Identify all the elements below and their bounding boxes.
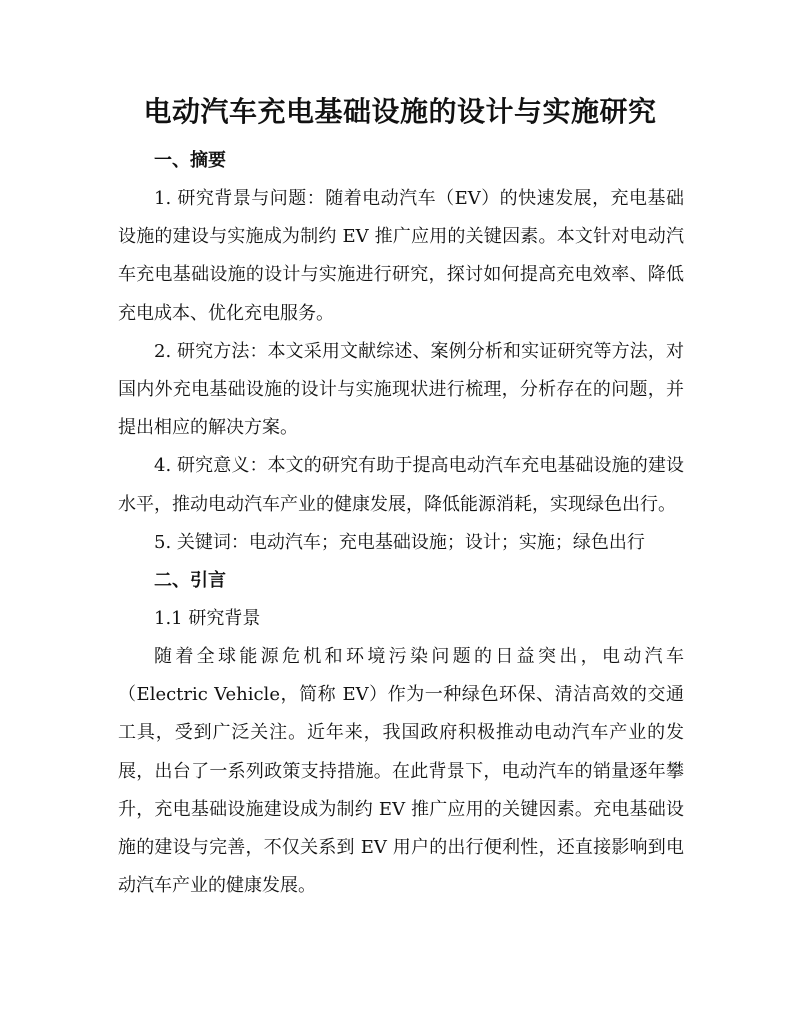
abstract-item-background: 1. 研究背景与问题：随着电动汽车（EV）的快速发展，充电基础设施的建设与实施成为制约 EV 推广应用的关键因素。本文针对电动汽车充电基础设施的设计与实施进行研究，探讨如何提高充电效率、降低充电成本、优化充电服务。 [118, 188, 684, 324]
abstract-item-significance: 4. 研究意义：本文的研究有助于提高电动汽车充电基础设施的建设水平，推动电动汽车产业的健康发展，降低能源消耗，实现绿色出行。 [118, 455, 684, 515]
document-body [118, 142, 684, 905]
intro-subheading: 1.1 研究背景 [154, 608, 261, 630]
abstract-item-method: 2. 研究方法：本文采用文献综述、案例分析和实证研究等方法，对国内外充电基础设施的设计与实施现状进行梳理，分析存在的问题，并提出相应的解决方案。 [118, 340, 684, 439]
abstract-heading: 一、摘要 [154, 150, 226, 171]
abstract-item-keywords: 5. 关键词：电动汽车；充电基础设施；设计；实施；绿色出行 [154, 531, 645, 553]
intro-heading: 二、引言 [154, 570, 226, 592]
intro-paragraph: 随着全球能源危机和环境污染问题的日益突出，电动汽车（Electric Vehicle，简称 EV）作为一种绿色环保、清洁高效的交通工具，受到广泛关注。近年来，我国政府积极推动电动汽车产业的发展，出台了一系列政策支持措施。在此背景下，电动汽车的销量逐年攀升，充电基础设施建设成为制约 EV 推广应用的关键因素。充电基础设施的建设与完善，不仅关系到 EV 用户的出行便利性，还直接影响到电动汽车产业的健康发展。 [118, 646, 684, 897]
document-title: 电动汽车充电基础设施的设计与实施研究 [143, 95, 657, 128]
